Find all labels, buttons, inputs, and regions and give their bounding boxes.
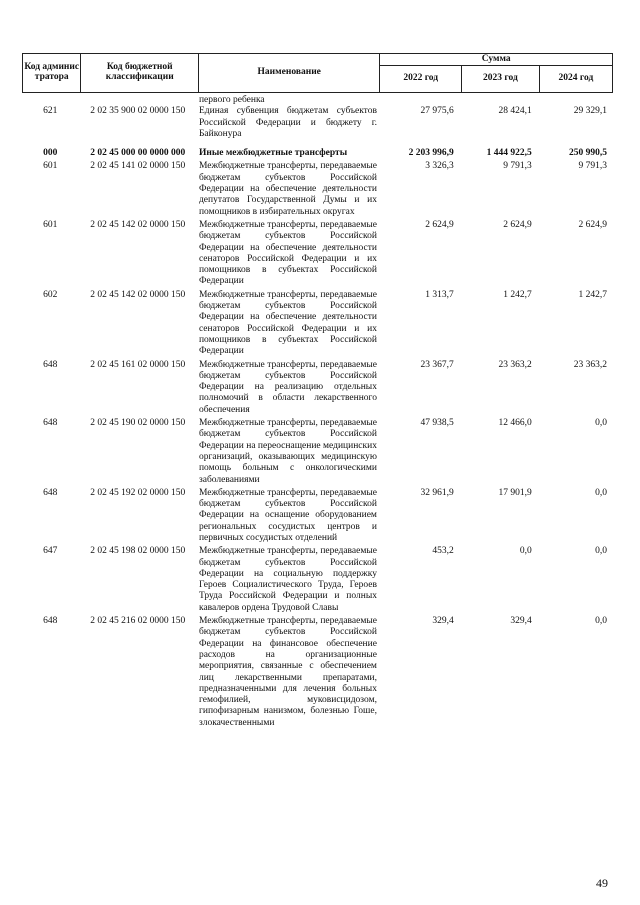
row-name: Межбюджетные трансферты, передаваемые бюджетам субъектов Российской Федерации на социальную поддержку Героев Социалистического Труда, Героев Труда Российской Федерации и полных кавалеров ордена Трудовой Славы: [198, 546, 377, 613]
budget-code: 2 02 35 900 02 0000 150: [90, 106, 186, 117]
header-year-2022: 2022 год: [380, 66, 462, 93]
value-2024: 250 990,5: [569, 148, 607, 159]
table-header: [22, 53, 613, 93]
row-name: Иные межбюджетные трансферты: [198, 148, 348, 159]
row-name: Межбюджетные трансферты, передаваемые бюджетам субъектов Российской Федерации на обеспечение деятельности депутатов Государственной Думы и их помощников в избирательных округах: [198, 161, 377, 217]
admin-code: 648: [43, 359, 58, 370]
table-row: [22, 148, 613, 161]
table-row: [22, 546, 613, 616]
table-row: [22, 616, 613, 731]
value-2024: 9 791,3: [578, 161, 607, 172]
value-2022: 27 975,6: [420, 106, 454, 117]
budget-code: 2 02 45 198 02 0000 150: [90, 546, 186, 557]
budget-code: 2 02 45 142 02 0000 150: [90, 219, 186, 230]
value-2023: 2 624,9: [503, 219, 532, 230]
page-number: 49: [596, 876, 608, 890]
admin-code: 647: [43, 546, 58, 557]
value-2023: 329,4: [510, 616, 532, 627]
value-2024: 0,0: [595, 616, 607, 627]
table-row: [22, 220, 613, 290]
row-name: Межбюджетные трансферты, передаваемые бюджетам субъектов Российской Федерации на финансовое обеспечение расходов на организационные мероприятия, связанные с обеспечением лиц лекарственными препаратами, предназначенными для лечения больных гемофилией, муковисцидозом, гипофизарным нанизмом, болезнью Гоше, злокачественными: [198, 616, 377, 728]
continuation-text: первого ребенка: [198, 95, 265, 105]
value-2023: 1 242,7: [503, 289, 532, 300]
value-2023: 28 424,1: [498, 106, 532, 117]
admin-code: 648: [43, 418, 58, 429]
value-2024: 23 363,2: [573, 359, 607, 370]
header-budget-code: Код бюджетной классификации: [81, 54, 198, 93]
value-2023: 12 466,0: [498, 418, 532, 429]
budget-code: 2 02 45 000 00 0000 000: [90, 148, 186, 159]
table-row: [22, 360, 613, 418]
header-name: Наименование: [198, 54, 380, 93]
value-2022: 3 326,3: [425, 161, 454, 172]
budget-code: 2 02 45 192 02 0000 150: [90, 487, 186, 498]
value-2022: 47 938,5: [420, 418, 454, 429]
value-2022: 453,2: [432, 546, 454, 557]
budget-code: 2 02 45 142 02 0000 150: [90, 289, 186, 300]
table-row: [22, 418, 613, 488]
value-2023: 1 444 922,5: [486, 148, 532, 159]
budget-code: 2 02 45 161 02 0000 150: [90, 359, 186, 370]
value-2024: 29 329,1: [573, 106, 607, 117]
value-2022: 2 203 996,9: [408, 148, 454, 159]
value-2024: 0,0: [595, 487, 607, 498]
admin-code: 602: [43, 289, 58, 300]
table-row: [22, 106, 613, 142]
value-2023: 17 901,9: [498, 487, 532, 498]
budget-code: 2 02 45 216 02 0000 150: [90, 616, 186, 627]
table-body: [22, 95, 613, 731]
value-2023: 0,0: [519, 546, 532, 557]
value-2022: 2 624,9: [425, 219, 454, 230]
row-name: Межбюджетные трансферты, передаваемые бюджетам субъектов Российской Федерации на обеспечение деятельности сенаторов Российской Федерации и их помощников в субъектах Российской Федерации: [198, 219, 377, 287]
row-name: Межбюджетные трансферты, передаваемые бюджетам субъектов Российской Федерации на реализацию отдельных полномочий в области лекарственного обеспечения: [198, 359, 377, 415]
admin-code: 648: [43, 487, 58, 498]
budget-code: 2 02 45 141 02 0000 150: [90, 161, 186, 172]
table-row: [22, 161, 613, 219]
admin-code: 648: [43, 616, 58, 627]
admin-code: 601: [43, 219, 58, 230]
admin-code: 000: [43, 148, 58, 159]
value-2024: 0,0: [595, 546, 607, 557]
header-year-2023: 2023 год: [462, 66, 540, 93]
table-row: [22, 488, 613, 546]
row-name: Межбюджетные трансферты, передаваемые бюджетам субъектов Российской Федерации на переоснащение медицинских организаций, оказывающих медицинскую помощь больным с онкологическими заболеваниями: [198, 418, 377, 485]
value-2022: 329,4: [432, 616, 454, 627]
value-2024: 2 624,9: [578, 219, 607, 230]
row-name: Межбюджетные трансферты, передаваемые бюджетам субъектов Российской Федерации на оснащение оборудованием региональных сосудистых центров и первичных сосудистых отделений: [198, 487, 377, 543]
value-2023: 23 363,2: [498, 359, 532, 370]
row-name: Межбюджетные трансферты, передаваемые бюджетам субъектов Российской Федерации на обеспечение деятельности сенаторов Российской Федерации и их помощников в субъектах Российской Федерации: [198, 289, 377, 357]
value-2024: 0,0: [595, 418, 607, 429]
value-2022: 1 313,7: [425, 289, 454, 300]
header-year-2024: 2024 год: [539, 66, 612, 93]
admin-code: 601: [43, 161, 58, 172]
table-row: [22, 290, 613, 360]
value-2022: 32 961,9: [420, 487, 454, 498]
value-2023: 9 791,3: [503, 161, 532, 172]
value-2022: 23 367,7: [420, 359, 454, 370]
budget-code: 2 02 45 190 02 0000 150: [90, 418, 186, 429]
row-name: Единая субвенция бюджетам субъектов Российской Федерации и бюджету г. Байконура: [198, 106, 377, 139]
value-2024: 1 242,7: [578, 289, 607, 300]
admin-code: 621: [43, 106, 58, 117]
header-sum: Сумма: [380, 54, 613, 66]
header-admin-code: Код админис тратора: [23, 54, 81, 93]
